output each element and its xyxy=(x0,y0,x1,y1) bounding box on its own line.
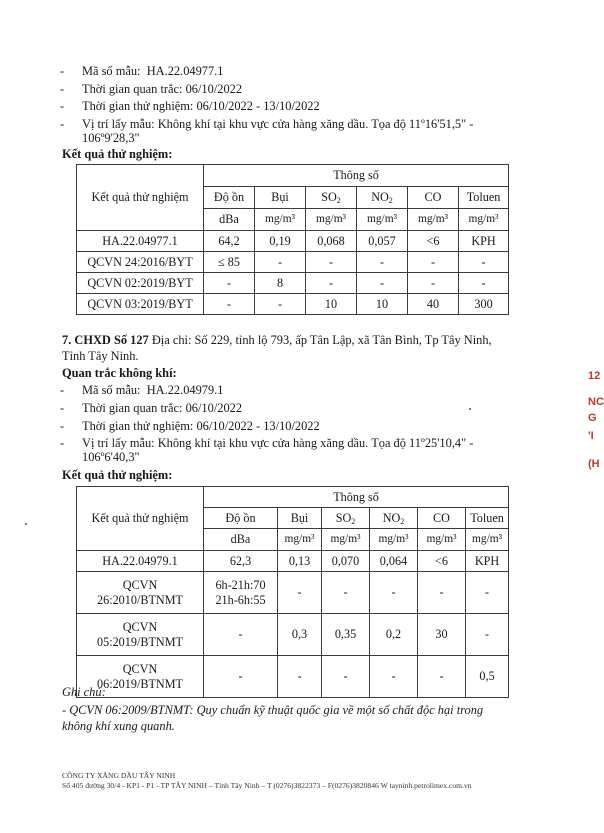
sample-code-line: Mã số mẫu: HA.22.04979.1 xyxy=(82,383,224,397)
cell: ≤ 85 xyxy=(204,252,255,273)
cell: 300 xyxy=(459,294,509,315)
table-row xyxy=(77,551,509,572)
location-line: Vị trí lấy mẫu: Không khí tại khu vực cửa hàng xăng dầu. Tọa độ 11º16'51,5" - xyxy=(82,117,474,131)
param-toluene: Toluen xyxy=(459,187,509,209)
cell: - xyxy=(322,572,370,614)
scan-speck xyxy=(25,523,27,525)
cell: - xyxy=(255,294,306,315)
bullet-dash: - xyxy=(60,383,65,397)
row-name: QCVN 03:2019/BYT xyxy=(77,294,204,315)
location-line-cont: 106º6'40,3" xyxy=(82,450,140,464)
cell: 0,068 xyxy=(306,231,357,252)
footer-address: Số 405 đường 30/4 - KP1 - P1 - TP TÂY NINH – Tỉnh Tây Ninh – T (0276)3822373 – F(0276)3820846 W tayninh.petrolimex.com.vn xyxy=(62,781,472,790)
param-so2: $SO_2$ xyxy=(322,508,370,529)
unit-cell: mg/m³ xyxy=(370,529,418,551)
result-heading: Kết quả thử nghiệm: xyxy=(62,468,173,482)
cell: KPH xyxy=(466,551,509,572)
note-title: Ghi chú: xyxy=(62,685,106,699)
param-toluene: Toluen xyxy=(466,508,509,529)
param-dust: Bụi xyxy=(278,508,322,529)
row-name: QCVN 06:2019/BTNMT xyxy=(77,656,204,698)
table-row xyxy=(77,231,509,252)
cell: - xyxy=(418,656,466,698)
table-row xyxy=(77,294,509,315)
test-time-line: Thời gian thử nghiệm: 06/10/2022 - 13/10/2022 xyxy=(82,419,320,433)
table-row xyxy=(77,572,509,614)
row-name: QCVN 24:2016/BYT xyxy=(77,252,204,273)
location-line-cont: 106º9'28,3" xyxy=(82,131,140,145)
cell: 10 xyxy=(357,294,408,315)
row-name: HA.22.04977.1 xyxy=(77,231,204,252)
cell: 62,3 xyxy=(204,551,278,572)
station-title: 7. CHXD Số 127 Địa chỉ: Số 229, tỉnh lộ 793, ấp Tân Lập, xã Tân Bình, Tp Tây Ninh, xyxy=(62,333,492,347)
row-name: QCVN 02:2019/BYT xyxy=(77,273,204,294)
unit-cell: mg/m³ xyxy=(418,529,466,551)
cell: 0,3 xyxy=(278,614,322,656)
unit-cell: dBa xyxy=(204,209,255,231)
result-table-1 xyxy=(76,164,509,315)
bullet-dash: - xyxy=(60,436,65,450)
table-row xyxy=(77,252,509,273)
cell: - xyxy=(204,273,255,294)
row-name: HA.22.04979.1 xyxy=(77,551,204,572)
cell: - xyxy=(357,273,408,294)
unit-cell: mg/m³ xyxy=(278,529,322,551)
unit-cell: mg/m³ xyxy=(322,529,370,551)
param-co: CO xyxy=(418,508,466,529)
cell: - xyxy=(408,252,459,273)
cell: 0,19 xyxy=(255,231,306,252)
param-so2: $SO_2$ xyxy=(306,187,357,209)
monitor-time-line: Thời gian quan trắc: 06/10/2022 xyxy=(82,401,243,415)
row-header-cell: Kết quả thử nghiệm xyxy=(77,487,204,551)
station-title-cont: Tỉnh Tây Ninh. xyxy=(62,349,139,363)
bullet-dash: - xyxy=(60,82,65,96)
unit-cell: mg/m³ xyxy=(306,209,357,231)
cell: - xyxy=(408,273,459,294)
cell: - xyxy=(278,572,322,614)
param-dust: Bụi xyxy=(255,187,306,209)
cell: 30 xyxy=(418,614,466,656)
cell: - xyxy=(466,614,509,656)
bullet-dash: - xyxy=(60,401,65,415)
cell: 0,057 xyxy=(357,231,408,252)
unit-cell: dBa xyxy=(204,529,278,551)
cell: - xyxy=(204,656,278,698)
edge-fragment: NC xyxy=(588,396,604,408)
cell: - xyxy=(418,572,466,614)
cell: - xyxy=(278,656,322,698)
cell: 64,2 xyxy=(204,231,255,252)
result-heading: Kết quả thử nghiệm: xyxy=(62,147,173,161)
param-co: CO xyxy=(408,187,459,209)
edge-fragment: 12 xyxy=(588,370,601,382)
bullet-dash: - xyxy=(60,99,65,113)
unit-cell: mg/m³ xyxy=(408,209,459,231)
cell: - xyxy=(466,572,509,614)
location-line: Vị trí lấy mẫu: Không khí tại khu vực cửa hàng xăng dầu. Tọa độ 11º25'10,4" - xyxy=(82,436,474,450)
param-no2: $NO_2$ xyxy=(357,187,408,209)
cell: - xyxy=(459,273,509,294)
bullet-dash: - xyxy=(60,117,65,131)
unit-cell: mg/m³ xyxy=(255,209,306,231)
param-noise: Độ ồn xyxy=(204,508,278,529)
bullet-dash: - xyxy=(60,419,65,433)
cell: 40 xyxy=(408,294,459,315)
param-no2: $NO_2$ xyxy=(370,508,418,529)
row-header-cell: Kết quả thử nghiệm xyxy=(77,165,204,231)
cell: - xyxy=(370,656,418,698)
note-line: - QCVN 06:2009/BTNMT: Quy chuẩn kỹ thuật quốc gia về một số chất độc hại trong xyxy=(62,703,484,717)
result-table-2 xyxy=(76,486,509,698)
edge-fragment: (H xyxy=(588,458,600,470)
unit-cell: mg/m³ xyxy=(459,209,509,231)
cell: - xyxy=(322,656,370,698)
row-name: QCVN 26:2010/BTNMT xyxy=(77,572,204,614)
cell: <6 xyxy=(408,231,459,252)
cell: 10 xyxy=(306,294,357,315)
cell: 8 xyxy=(255,273,306,294)
table-row xyxy=(77,656,509,698)
cell: - xyxy=(357,252,408,273)
cell: 0,064 xyxy=(370,551,418,572)
table-row xyxy=(77,614,509,656)
scan-speck xyxy=(469,408,471,410)
edge-fragment: 'I xyxy=(588,430,594,442)
table-row xyxy=(77,273,509,294)
row-name: QCVN 05:2019/BTNMT xyxy=(77,614,204,656)
cell: - xyxy=(459,252,509,273)
footer-company: CÔNG TY XĂNG DẦU TÂY NINH xyxy=(62,771,176,780)
note-line-cont: không khí xung quanh. xyxy=(62,719,175,733)
cell: - xyxy=(370,572,418,614)
monitor-heading: Quan trắc không khí: xyxy=(62,366,177,380)
cell: 0,5 xyxy=(466,656,509,698)
cell: <6 xyxy=(418,551,466,572)
cell: 0,13 xyxy=(278,551,322,572)
cell: 0,35 xyxy=(322,614,370,656)
unit-cell: mg/m³ xyxy=(357,209,408,231)
cell: 0,070 xyxy=(322,551,370,572)
cell: - xyxy=(204,614,278,656)
cell: - xyxy=(204,294,255,315)
cell: - xyxy=(255,252,306,273)
sample-code-line: Mã số mẫu: HA.22.04977.1 xyxy=(82,64,224,78)
test-time-line: Thời gian thử nghiệm: 06/10/2022 - 13/10/2022 xyxy=(82,99,320,113)
cell: 6h-21h:70 21h-6h:55 xyxy=(204,572,278,614)
bullet-dash: - xyxy=(60,64,65,78)
monitor-time-line: Thời gian quan trắc: 06/10/2022 xyxy=(82,82,243,96)
cell: - xyxy=(306,273,357,294)
unit-cell: mg/m³ xyxy=(466,529,509,551)
group-header-cell: Thông số xyxy=(204,487,509,508)
param-noise: Độ ồn xyxy=(204,187,255,209)
edge-fragment: G xyxy=(588,412,597,424)
cell: KPH xyxy=(459,231,509,252)
cell: 0,2 xyxy=(370,614,418,656)
group-header-cell: Thông số xyxy=(204,165,509,187)
cell: - xyxy=(306,252,357,273)
